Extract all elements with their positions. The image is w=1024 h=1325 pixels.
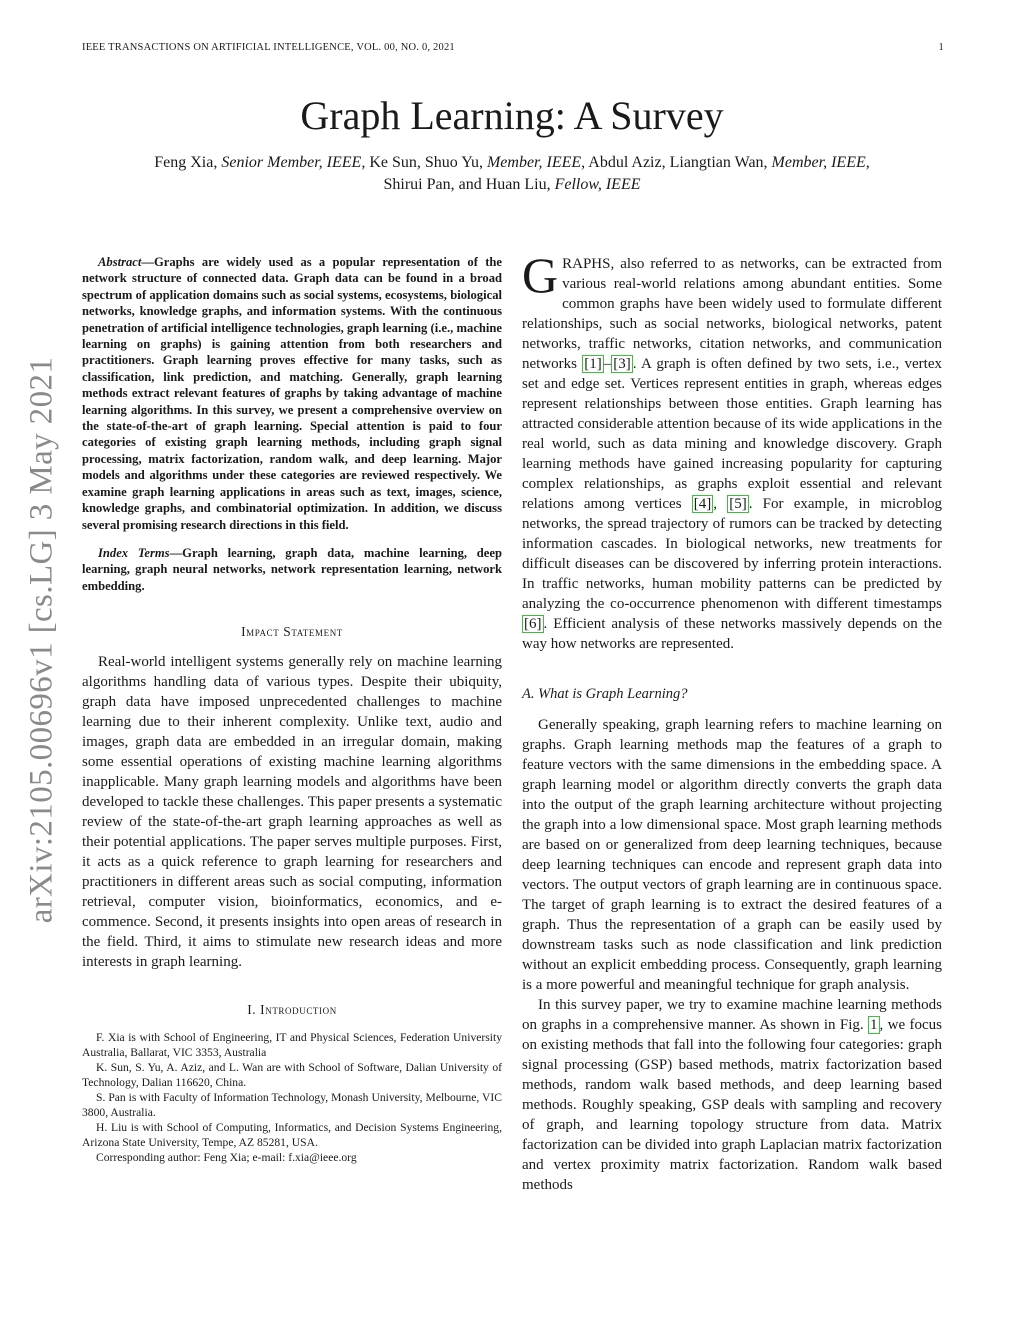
subsection-heading: A. What is Graph Learning? <box>522 686 688 702</box>
index-terms-text: —Graph learning, graph data, machine learning, deep learning, graph neural networks, network representation learning, network embedding. <box>82 545 502 593</box>
running-header <box>82 42 944 53</box>
author-line-2: Shirui Pan, and Huan Liu, Fellow, IEEE <box>383 176 641 193</box>
intro-paragraph: GRAPHS, also referred to as networks, can be extracted from various real-world relations among abundant entities. Some common graphs have been widely used to formulate different relationships, such as social networks, biological networks, patent networks, traffic networks, citation networks, and communication networks [1] – [3] . A graph is often defined by two sets, i.e., vertex set and edge set. Vertices represent entities in graph, whereas edges represent relationships between those entities. Graph learning has attracted considerable attention because of its wide applications in the real world, such as data mining and knowledge discovery. Graph learning methods have gained increasing popularity for capturing complex relationships, as graphs exploit essential and relevant relations among vertices [4] , [5] . For example, in microblog networks, the spread trajectory of rumors can be tracked by detecting information cascades. In biological networks, new treatments for difficult diseases can be discovered by inferring protein interactions. In traffic networks, human mobility patterns can be predicted by analyzing the co-occurrence phenomenon with different timestamps [6] . Efficient analysis of these networks massively depends on the way how networks are represented. <box>522 247 943 652</box>
footnote: F. Xia is with School of Engineering, IT and Physical Sciences, Federation University Australia, Ballarat, VIC 3353, Australia <box>82 1031 502 1060</box>
abstract-label: Abstract <box>98 255 142 269</box>
author-list <box>60 152 964 196</box>
left-column <box>82 254 502 1165</box>
arxiv-stamp-container <box>0 0 80 1325</box>
citation-link[interactable]: [1] <box>584 356 602 372</box>
right-column <box>522 247 943 1195</box>
index-terms <box>82 545 502 594</box>
page-number: 1 <box>938 42 944 53</box>
introduction-heading: I. Introduction <box>247 1002 337 1018</box>
figure-link[interactable]: 1 <box>870 1017 878 1033</box>
citation-link[interactable]: [5] <box>729 496 747 512</box>
footnote: H. Liu is with School of Computing, Informatics, and Decision Systems Engineering, Arizona State University, Tempe, AZ 85281, USA. <box>82 1121 502 1150</box>
impact-statement-heading: Impact Statement <box>241 624 343 640</box>
index-terms-label: Index Terms <box>98 545 170 560</box>
abstract-text: —Graphs are widely used as a popular representation of the network structure of connected data. Graph data can be found in a broad spectrum of application domains such as social systems, ecosystems, biological networks, knowledge graphs, and information systems. With the continuous penetration of artificial intelligence technologies, graph learning (i.e., machine learning on graphs) is gaining attention from both researchers and practitioners. Graph learning proves effective for many tasks, such as classification, link prediction, and matching. Generally, graph learning methods extract relevant features of graphs by taking advantage of machine learning algorithms. In this survey, we present a comprehensive overview on the state-of-the-art of graph learning. Special attention is paid to four categories of existing graph learning methods, including graph signal processing, matrix factorization, random walk, and deep learning. Major models and algorithms under these categories are reviewed respectively. We examine graph learning applications in areas such as text, images, science, knowledge graphs, and combinatorial optimization. In addition, we discuss several promising research directions in this field. <box>82 255 502 532</box>
subsection-paragraph-1: Generally speaking, graph learning refers to machine learning on graphs. Graph learning methods map the features of a graph to feature vectors with the same dimensions in the embedding space. A graph learning model or algorithm directly converts the graph data into the output of the graph learning architecture without projecting the graph into a low dimensional space. Most graph learning methods are based on or generalized from deep learning techniques, because deep learning techniques can encode and represent graph data into vectors. The output vectors of graph learning are in continuous space. The target of graph learning is to extract the desired features of a graph. Thus the representation of a graph can be easily used by downstream tasks such as node classification and link prediction without an explicit embedding process. Consequently, graph learning is a more powerful and meaningful technique for graph analysis. <box>522 717 942 993</box>
footnote: K. Sun, S. Yu, A. Aziz, and L. Wan are with School of Software, Dalian University of Technology, Dalian 116620, China. <box>82 1061 502 1090</box>
drop-cap: G <box>522 247 559 303</box>
subsection-paragraph-2: In this survey paper, we try to examine machine learning methods on graphs in a comprehensive manner. As shown in Fig. 1 , we focus on existing methods that fall into the following four categories: graph signal processing (GSP) based methods, matrix factorization based methods, random walk based methods, and deep learning based methods. Roughly speaking, GSP deals with sampling and recovery of graph, and learning topology structure from data. Matrix factorization can be divided into graph Laplacian matrix factorization and vertex proximity matrix factorization. Random walk based methods <box>522 997 942 1193</box>
journal-header: IEEE TRANSACTIONS ON ARTIFICIAL INTELLIGENCE, VOL. 00, NO. 0, 2021 <box>82 42 455 53</box>
abstract <box>82 254 502 533</box>
corresponding-author: Corresponding author: Feng Xia; e-mail: f.xia@ieee.org <box>96 1151 357 1165</box>
citation-link[interactable]: [6] <box>524 616 542 632</box>
citation-link[interactable]: [4] <box>693 496 712 512</box>
arxiv-stamp: arXiv:2105.00696v1 [cs.LG] 3 May 2021 <box>23 356 60 924</box>
impact-statement-text: Real-world intelligent systems generally rely on machine learning algorithms handling data of various types. Despite their ubiquity, graph data have imposed unprecedented challenges to machine learning due to their inherent complexity. Unlike text, audio and images, graph data are embedded in an irregular domain, making some essential operations of existing machine learning algorithms inapplicable. Many graph learning models and algorithms have been developed to tackle these challenges. This paper presents a systematic review of the state-of-the-art graph learning approaches as well as their potential applications. The paper serves multiple purposes. First, it acts as a quick reference to graph learning for researchers and practitioners in different areas such as social computing, information retrieval, computer vision, bioinformatics, economics, and e-commence. Second, it presents insights into open areas of research in the field. Third, it aims to stimulate new research ideas and more interests in graph learning. <box>82 654 502 971</box>
citation-link[interactable]: [3] <box>613 356 631 372</box>
affiliation-footnotes <box>82 1030 502 1165</box>
paper-title: Graph Learning: A Survey <box>300 93 724 138</box>
footnote: S. Pan is with Faculty of Information Technology, Monash University, Melbourne, VIC 3800, Australia. <box>82 1091 502 1120</box>
author-line-1: Feng Xia, Senior Member, IEEE, Ke Sun, Shuo Yu, Member, IEEE, Abdul Aziz, Liangtian Wan, Member, IEEE, <box>154 154 870 171</box>
